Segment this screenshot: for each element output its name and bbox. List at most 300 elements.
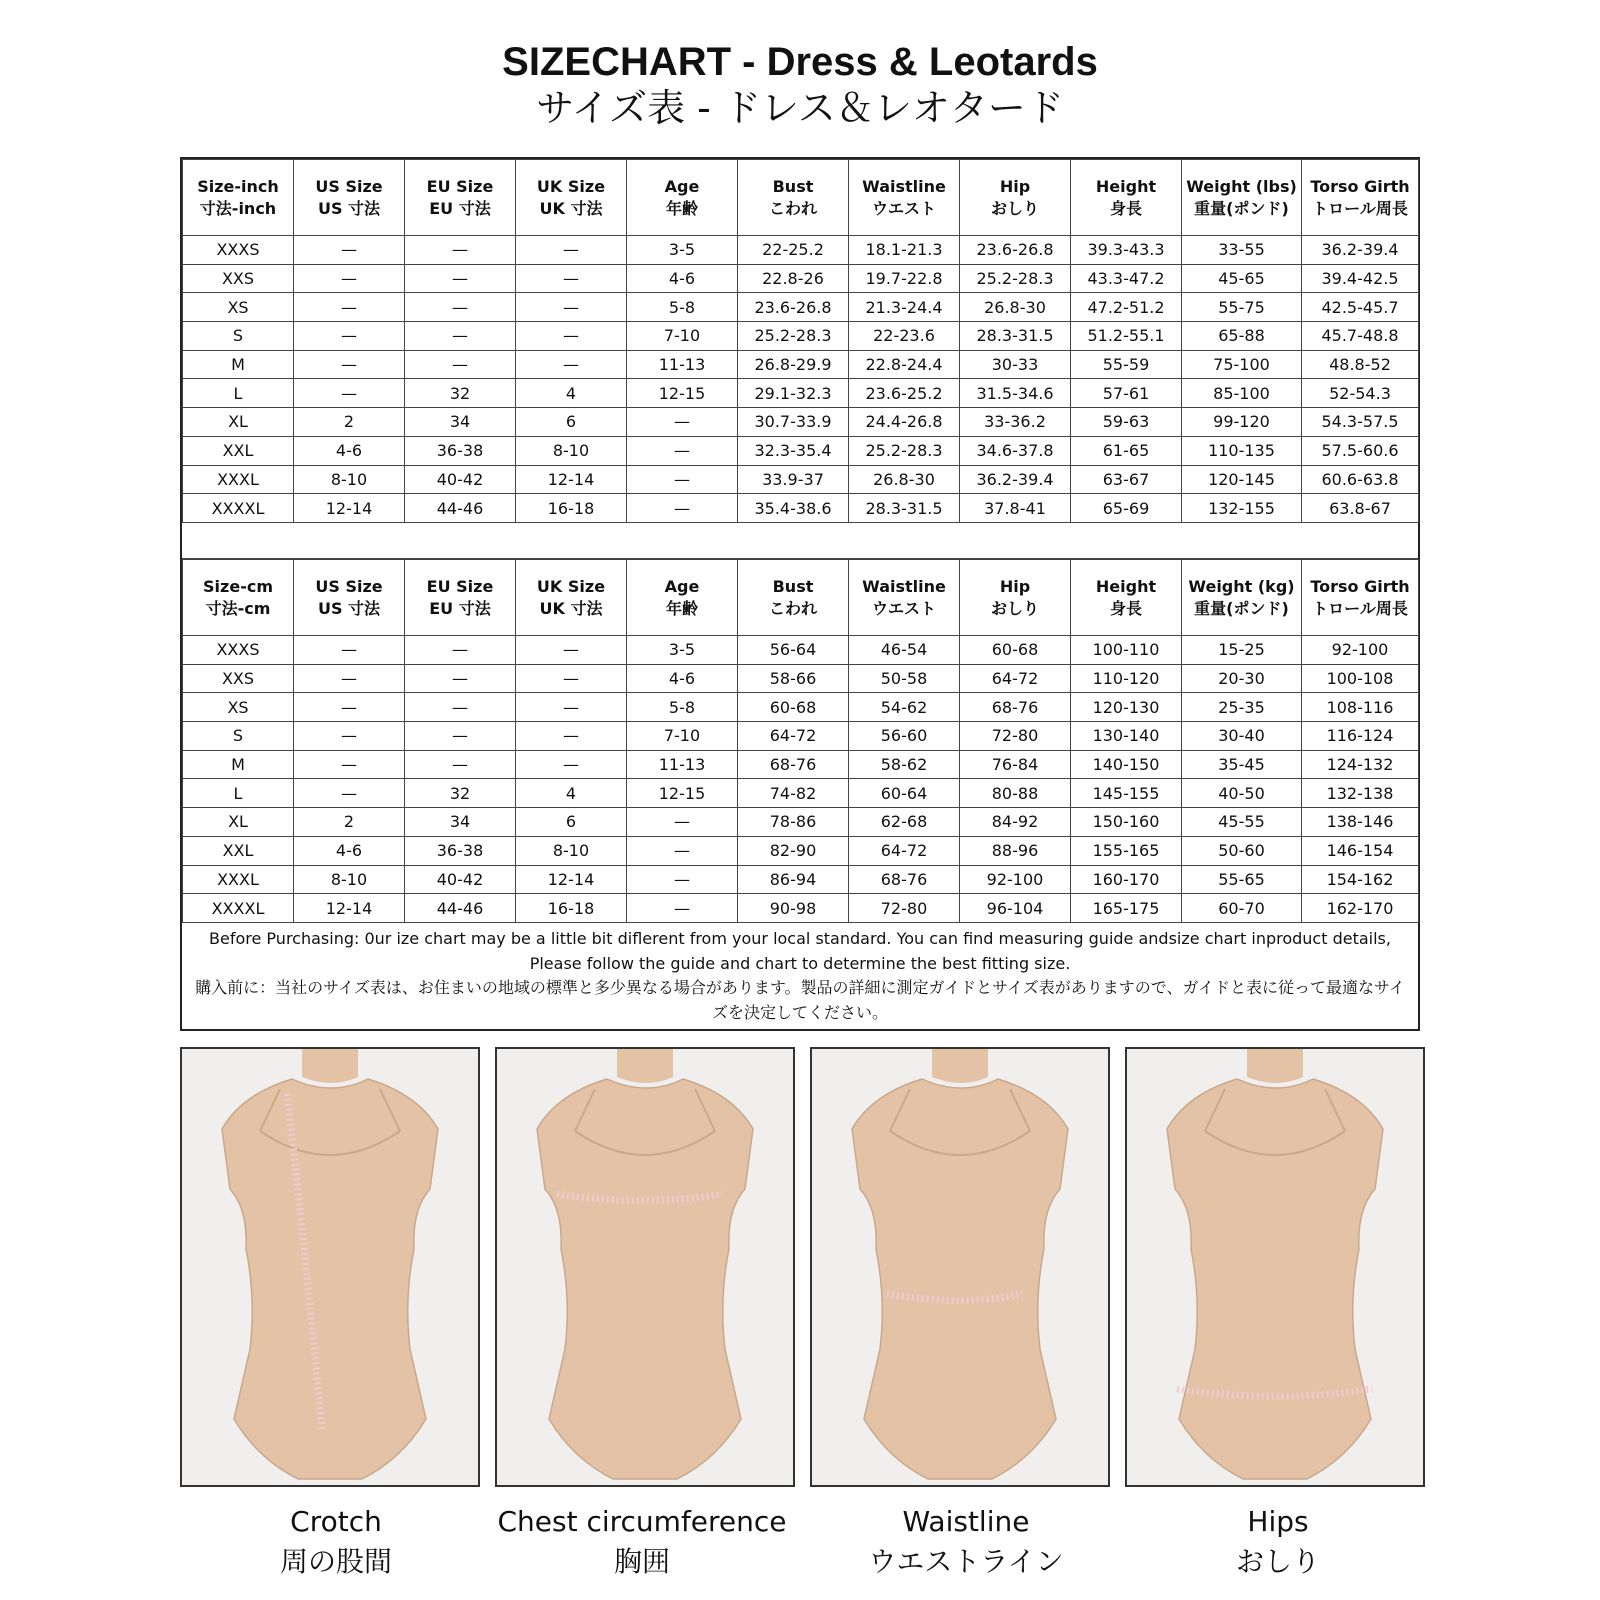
inch-table-cell: 32.3-35.4 [738, 436, 849, 465]
purchase-note-jp: 購入前に：当社のサイズ表は、お住まいの地域の標準と多少異なる場合があります。製品の詳細に測定ガイドとサイズ表がありますので、ガイドと表に従って最適なサイズを決定してください。 [195, 978, 1405, 1022]
inch-table-cell: 52-54.3 [1302, 379, 1419, 408]
inch-table-cell: 48.8-52 [1302, 350, 1419, 379]
hips-caption-jp: おしり [1235, 1545, 1320, 1578]
inch-header-en: Size-inch [197, 176, 279, 196]
purchase-note [182, 922, 1418, 1029]
inch-table-cell: 51.2-55.1 [1071, 322, 1182, 351]
cm-header-en: Height [1095, 576, 1157, 596]
cm-header-cell [1071, 560, 1182, 636]
cm-table-cell: 100-108 [1302, 664, 1419, 693]
inch-table-cell: XXL [183, 436, 294, 465]
inch-table-cell: — [627, 436, 738, 465]
cm-header-en: EU Size [426, 576, 494, 596]
inch-table-row [183, 350, 1419, 379]
cm-table-cell: 96-104 [960, 894, 1071, 923]
inch-header-cell [1182, 160, 1302, 236]
cm-table-cell: 58-62 [849, 750, 960, 779]
cm-header-jp: US 寸法 [317, 598, 381, 618]
cm-table-cell: 54-62 [849, 693, 960, 722]
inch-table-cell: XXXS [183, 236, 294, 265]
inch-table-cell: 60.6-63.8 [1302, 465, 1419, 494]
inch-table-cell: 12-14 [294, 494, 405, 523]
cm-table-cell: 32 [405, 779, 516, 808]
inch-table-row [183, 408, 1419, 437]
inch-table-cell: 6 [516, 408, 627, 437]
inch-table-cell: — [294, 379, 405, 408]
cm-table-cell: XXXXL [183, 894, 294, 923]
inch-table-cell: 36.2-39.4 [1302, 236, 1419, 265]
inch-table-row [183, 436, 1419, 465]
cm-table-cell: — [405, 750, 516, 779]
inch-table-cell: 99-120 [1182, 408, 1302, 437]
cm-header-cell [627, 560, 738, 636]
inch-table-cell: XXXXL [183, 494, 294, 523]
inch-header-jp: 寸法-inch [199, 198, 277, 218]
mannequin-illustration [182, 1049, 478, 1485]
inch-table-cell: 4-6 [294, 436, 405, 465]
inch-table-cell: 39.3-43.3 [1071, 236, 1182, 265]
inch-table-cell: L [183, 379, 294, 408]
cm-table-cell: 46-54 [849, 636, 960, 665]
cm-table-cell: 60-68 [960, 636, 1071, 665]
cm-table-cell: M [183, 750, 294, 779]
cm-table-cell: 124-132 [1302, 750, 1419, 779]
inch-table-cell: 65-69 [1071, 494, 1182, 523]
cm-table-cell: 4-6 [627, 664, 738, 693]
cm-table-cell: 60-64 [849, 779, 960, 808]
inch-table-cell: 47.2-51.2 [1071, 293, 1182, 322]
inch-table-cell: 63.8-67 [1302, 494, 1419, 523]
inch-table-row [183, 494, 1419, 523]
inch-header-jp: 年齢 [665, 198, 698, 218]
inch-header-en: Height [1095, 176, 1157, 196]
inch-table-cell: 33-55 [1182, 236, 1302, 265]
cm-table-cell: 45-55 [1182, 808, 1302, 837]
cm-table-cell: 78-86 [738, 808, 849, 837]
cm-table-cell: 120-130 [1071, 693, 1182, 722]
inch-table-cell: — [405, 293, 516, 322]
inch-table-cell: 5-8 [627, 293, 738, 322]
inch-table-cell: 55-75 [1182, 293, 1302, 322]
inch-table-cell: 59-63 [1071, 408, 1182, 437]
inch-header-en: Bust [772, 176, 814, 196]
inch-table-cell: 3-5 [627, 236, 738, 265]
cm-header-row [183, 560, 1419, 636]
inch-header-cell [516, 160, 627, 236]
cm-table-cell: 3-5 [627, 636, 738, 665]
cm-header-en: Weight (kg) [1188, 576, 1295, 596]
cm-table-cell: 55-65 [1182, 865, 1302, 894]
inch-table-row [183, 236, 1419, 265]
cm-table-cell: 90-98 [738, 894, 849, 923]
cm-header-en: Hip [999, 576, 1031, 596]
cm-header-jp: 年齢 [665, 598, 698, 618]
cm-table-cell: 162-170 [1302, 894, 1419, 923]
inch-table-cell: 24.4-26.8 [849, 408, 960, 437]
inch-table-cell: — [627, 494, 738, 523]
inch-header-jp: 身長 [1109, 198, 1142, 218]
inch-table-cell: — [294, 293, 405, 322]
inch-header-jp: おしり [990, 198, 1039, 218]
inch-header-en: Hip [999, 176, 1031, 196]
cm-table-cell: S [183, 722, 294, 751]
inch-size-table [182, 159, 1419, 523]
cm-header-jp: 寸法-cm [205, 598, 271, 618]
inch-table-cell: 22.8-24.4 [849, 350, 960, 379]
inch-table-cell: 11-13 [627, 350, 738, 379]
inch-header-cell [1071, 160, 1182, 236]
chest-guide-photo [495, 1047, 795, 1487]
cm-table-cell: XXXS [183, 636, 294, 665]
cm-table-cell: 88-96 [960, 836, 1071, 865]
cm-table-cell: — [516, 636, 627, 665]
chest-caption-en: Chest circumference [497, 1505, 787, 1538]
cm-table-row [183, 779, 1419, 808]
cm-table-cell: 56-64 [738, 636, 849, 665]
inch-header-jp: 重量(ポンド) [1194, 198, 1289, 218]
cm-table-cell: 155-165 [1071, 836, 1182, 865]
inch-table-cell: 34 [405, 408, 516, 437]
chest-caption-jp: 胸囲 [613, 1545, 670, 1578]
cm-table-cell: 4 [516, 779, 627, 808]
cm-table-cell: 64-72 [738, 722, 849, 751]
cm-table-cell: 74-82 [738, 779, 849, 808]
cm-table-cell: 84-92 [960, 808, 1071, 837]
cm-header-en: Size-cm [203, 576, 273, 596]
cm-table-cell: — [405, 636, 516, 665]
inch-table-cell: 40-42 [405, 465, 516, 494]
cm-header-cell [294, 560, 405, 636]
cm-table-row [183, 836, 1419, 865]
hips-guide-photo [1125, 1047, 1425, 1487]
cm-table-cell: 150-160 [1071, 808, 1182, 837]
cm-table-cell: 40-42 [405, 865, 516, 894]
cm-table-cell: 64-72 [960, 664, 1071, 693]
cm-table-cell: 92-100 [1302, 636, 1419, 665]
cm-table-cell: — [627, 894, 738, 923]
cm-table-cell: XL [183, 808, 294, 837]
inch-table-cell: — [516, 293, 627, 322]
cm-table-cell: — [405, 693, 516, 722]
cm-table-cell: 34 [405, 808, 516, 837]
cm-table-cell: — [294, 636, 405, 665]
cm-table-cell: 72-80 [849, 894, 960, 923]
cm-table-row [183, 894, 1419, 923]
inch-table-cell: 12-15 [627, 379, 738, 408]
inch-table-cell: — [294, 322, 405, 351]
cm-header-en: Torso Girth [1310, 576, 1410, 596]
cm-table-cell: 5-8 [627, 693, 738, 722]
cm-table-cell: — [516, 750, 627, 779]
cm-size-table [182, 559, 1419, 923]
inch-table-cell: 110-135 [1182, 436, 1302, 465]
inch-table-cell: XXS [183, 264, 294, 293]
cm-table-cell: 72-80 [960, 722, 1071, 751]
cm-header-cell [960, 560, 1071, 636]
inch-table-cell: 7-10 [627, 322, 738, 351]
inch-table-cell: — [627, 408, 738, 437]
cm-table-cell: — [294, 693, 405, 722]
cm-table-cell: — [294, 750, 405, 779]
cm-table-cell: 25-35 [1182, 693, 1302, 722]
cm-table-cell: — [516, 693, 627, 722]
inch-table-cell: 21.3-24.4 [849, 293, 960, 322]
page-title: SIZECHART - Dress & Leotards [502, 40, 1098, 84]
inch-table-cell: 132-155 [1182, 494, 1302, 523]
cm-table-cell: — [627, 865, 738, 894]
inch-table-cell: 4 [516, 379, 627, 408]
cm-table-cell: XXS [183, 664, 294, 693]
cm-table-cell: 12-14 [294, 894, 405, 923]
cm-table-cell: 15-25 [1182, 636, 1302, 665]
inch-table-cell: 65-88 [1182, 322, 1302, 351]
cm-table-cell: — [405, 722, 516, 751]
cm-table-cell: XXXL [183, 865, 294, 894]
table-separator [182, 522, 1418, 559]
cm-header-en: Bust [772, 576, 814, 596]
cm-table-cell: 50-60 [1182, 836, 1302, 865]
inch-table-row [183, 322, 1419, 351]
inch-header-jp: UK 寸法 [539, 198, 603, 218]
cm-table-cell: — [627, 808, 738, 837]
inch-header-jp: US 寸法 [317, 198, 381, 218]
cm-table-cell: 80-88 [960, 779, 1071, 808]
inch-table-cell: — [294, 350, 405, 379]
inch-table-cell: 22.8-26 [738, 264, 849, 293]
inch-table-cell: M [183, 350, 294, 379]
inch-table-row [183, 379, 1419, 408]
cm-table-cell: 165-175 [1071, 894, 1182, 923]
inch-table-cell: 57-61 [1071, 379, 1182, 408]
crotch-caption [176, 1502, 496, 1582]
inch-table-cell: 22-25.2 [738, 236, 849, 265]
inch-table-cell: 12-14 [516, 465, 627, 494]
cm-table-cell: 50-58 [849, 664, 960, 693]
inch-table-cell: 45-65 [1182, 264, 1302, 293]
inch-table-cell: 25.2-28.3 [738, 322, 849, 351]
cm-table-cell: 7-10 [627, 722, 738, 751]
inch-table-cell: 35.4-38.6 [738, 494, 849, 523]
inch-table-cell: — [627, 465, 738, 494]
inch-header-cell [405, 160, 516, 236]
inch-table-cell: 61-65 [1071, 436, 1182, 465]
inch-table-cell: 30-33 [960, 350, 1071, 379]
hips-caption [1118, 1502, 1438, 1582]
cm-header-en: Waistline [862, 576, 946, 596]
cm-header-cell [1182, 560, 1302, 636]
cm-table-cell: 64-72 [849, 836, 960, 865]
cm-header-cell [1302, 560, 1419, 636]
inch-table-cell: 45.7-48.8 [1302, 322, 1419, 351]
cm-table-cell: L [183, 779, 294, 808]
inch-table-cell: 28.3-31.5 [960, 322, 1071, 351]
inch-table-cell: 34.6-37.8 [960, 436, 1071, 465]
cm-table-cell: — [294, 779, 405, 808]
inch-header-jp: ウエスト [871, 198, 936, 218]
inch-header-jp: トロール周長 [1312, 198, 1408, 218]
purchase-note-en: Before Purchasing: 0ur ize chart may be a little bit diflerent from your local standard. You can find measuring guide andsize chart inproduct details, Please follow the guide and chart to determine the best fitting size. [209, 929, 1391, 973]
cm-table-cell: 116-124 [1302, 722, 1419, 751]
cm-header-jp: こわれ [768, 598, 817, 618]
cm-table-cell: 36-38 [405, 836, 516, 865]
cm-table-row [183, 750, 1419, 779]
inch-header-en: Age [664, 176, 700, 196]
cm-header-cell [516, 560, 627, 636]
cm-header-cell [849, 560, 960, 636]
chest-caption [482, 1502, 802, 1582]
inch-table-cell: 26.8-30 [960, 293, 1071, 322]
inch-table-cell: — [405, 322, 516, 351]
inch-header-en: Weight (lbs) [1186, 176, 1297, 196]
inch-table-row [183, 293, 1419, 322]
size-chart [180, 157, 1420, 1031]
cm-table-row [183, 664, 1419, 693]
inch-header-cell [294, 160, 405, 236]
cm-table-cell: — [294, 722, 405, 751]
inch-table-row [183, 264, 1419, 293]
waist-caption-jp: ウエストライン [868, 1545, 1064, 1578]
cm-table-cell: 62-68 [849, 808, 960, 837]
inch-table-cell: 37.8-41 [960, 494, 1071, 523]
cm-table-cell: 60-68 [738, 693, 849, 722]
inch-table-cell: 26.8-30 [849, 465, 960, 494]
cm-table-cell: 138-146 [1302, 808, 1419, 837]
cm-table-cell: 60-70 [1182, 894, 1302, 923]
cm-header-en: US Size [315, 576, 383, 596]
waist-caption-en: Waistline [902, 1505, 1030, 1538]
cm-table-cell: 92-100 [960, 865, 1071, 894]
inch-table-cell: 25.2-28.3 [960, 264, 1071, 293]
cm-table-cell: 44-46 [405, 894, 516, 923]
cm-table-cell: 2 [294, 808, 405, 837]
cm-table-cell: XS [183, 693, 294, 722]
inch-table-cell: 30.7-33.9 [738, 408, 849, 437]
inch-table-cell: 57.5-60.6 [1302, 436, 1419, 465]
inch-header-row [183, 160, 1419, 236]
inch-header-en: US Size [315, 176, 383, 196]
cm-header-jp: EU 寸法 [429, 598, 491, 618]
inch-table-cell: — [405, 236, 516, 265]
cm-table-row [183, 722, 1419, 751]
cm-header-cell [738, 560, 849, 636]
inch-table-cell: XXXL [183, 465, 294, 494]
cm-table-cell: 160-170 [1071, 865, 1182, 894]
inch-table-cell: 43.3-47.2 [1071, 264, 1182, 293]
inch-table-cell: 39.4-42.5 [1302, 264, 1419, 293]
crotch-caption-en: Crotch [290, 1505, 382, 1538]
inch-table-cell: 22-23.6 [849, 322, 960, 351]
inch-table-cell: 25.2-28.3 [849, 436, 960, 465]
cm-table-cell: 132-138 [1302, 779, 1419, 808]
inch-header-cell [1302, 160, 1419, 236]
cm-table-cell: 110-120 [1071, 664, 1182, 693]
cm-table-cell: 11-13 [627, 750, 738, 779]
mannequin-illustration [1127, 1049, 1423, 1485]
cm-table-cell: 4-6 [294, 836, 405, 865]
crotch-caption-jp: 周の股間 [279, 1545, 392, 1578]
cm-table-cell: 30-40 [1182, 722, 1302, 751]
cm-table-cell: 35-45 [1182, 750, 1302, 779]
inch-table-cell: — [516, 264, 627, 293]
cm-table-cell: 108-116 [1302, 693, 1419, 722]
inch-table-cell: 75-100 [1182, 350, 1302, 379]
inch-header-cell [183, 160, 294, 236]
cm-table-cell: 20-30 [1182, 664, 1302, 693]
inch-table-row [183, 465, 1419, 494]
cm-header-jp: ウエスト [871, 598, 936, 618]
cm-table-cell: 58-66 [738, 664, 849, 693]
crotch-guide-photo [180, 1047, 480, 1487]
cm-table-cell: 68-76 [960, 693, 1071, 722]
cm-table-row [183, 636, 1419, 665]
inch-table-cell: 23.6-26.8 [960, 236, 1071, 265]
cm-table-cell: 8-10 [516, 836, 627, 865]
mannequin-illustration [497, 1049, 793, 1485]
cm-table-cell: 82-90 [738, 836, 849, 865]
inch-header-en: Torso Girth [1310, 176, 1410, 196]
cm-table-cell: 56-60 [849, 722, 960, 751]
inch-table-cell: — [294, 264, 405, 293]
inch-table-cell: 44-46 [405, 494, 516, 523]
inch-table-cell: 2 [294, 408, 405, 437]
waist-guide-photo [810, 1047, 1110, 1487]
mannequin-illustration [812, 1049, 1108, 1485]
inch-header-jp: EU 寸法 [429, 198, 491, 218]
inch-table-cell: — [405, 264, 516, 293]
inch-table-cell: 16-18 [516, 494, 627, 523]
inch-table-cell: 32 [405, 379, 516, 408]
cm-header-jp: 身長 [1109, 598, 1142, 618]
cm-table-cell: — [405, 664, 516, 693]
inch-header-en: EU Size [426, 176, 494, 196]
inch-table-cell: — [516, 350, 627, 379]
cm-table-cell: 130-140 [1071, 722, 1182, 751]
inch-table-cell: — [516, 236, 627, 265]
cm-table-cell: 140-150 [1071, 750, 1182, 779]
inch-table-cell: 31.5-34.6 [960, 379, 1071, 408]
cm-table-cell: 12-15 [627, 779, 738, 808]
inch-header-cell [627, 160, 738, 236]
inch-table-cell: 4-6 [627, 264, 738, 293]
inch-table-cell: S [183, 322, 294, 351]
cm-table-row [183, 693, 1419, 722]
inch-table-cell: 120-145 [1182, 465, 1302, 494]
cm-table-cell: 8-10 [294, 865, 405, 894]
inch-table-cell: 8-10 [294, 465, 405, 494]
cm-table-cell: 16-18 [516, 894, 627, 923]
inch-table-cell: 33.9-37 [738, 465, 849, 494]
inch-table-cell: 29.1-32.3 [738, 379, 849, 408]
inch-table-cell: 63-67 [1071, 465, 1182, 494]
inch-header-en: Waistline [862, 176, 946, 196]
inch-table-cell: — [516, 322, 627, 351]
cm-header-jp: トロール周長 [1312, 598, 1408, 618]
inch-header-en: UK Size [536, 176, 606, 196]
inch-table-cell: 42.5-45.7 [1302, 293, 1419, 322]
cm-table-cell: — [294, 664, 405, 693]
inch-table-cell: 23.6-26.8 [738, 293, 849, 322]
inch-table-cell: — [294, 236, 405, 265]
cm-table-cell: — [516, 722, 627, 751]
inch-header-jp: こわれ [768, 198, 817, 218]
cm-table-cell: 146-154 [1302, 836, 1419, 865]
inch-table-cell: 36.2-39.4 [960, 465, 1071, 494]
hips-caption-en: Hips [1247, 1505, 1309, 1538]
cm-table-cell: 68-76 [849, 865, 960, 894]
inch-table-cell: 85-100 [1182, 379, 1302, 408]
cm-table-cell: 100-110 [1071, 636, 1182, 665]
cm-header-en: Age [664, 576, 700, 596]
